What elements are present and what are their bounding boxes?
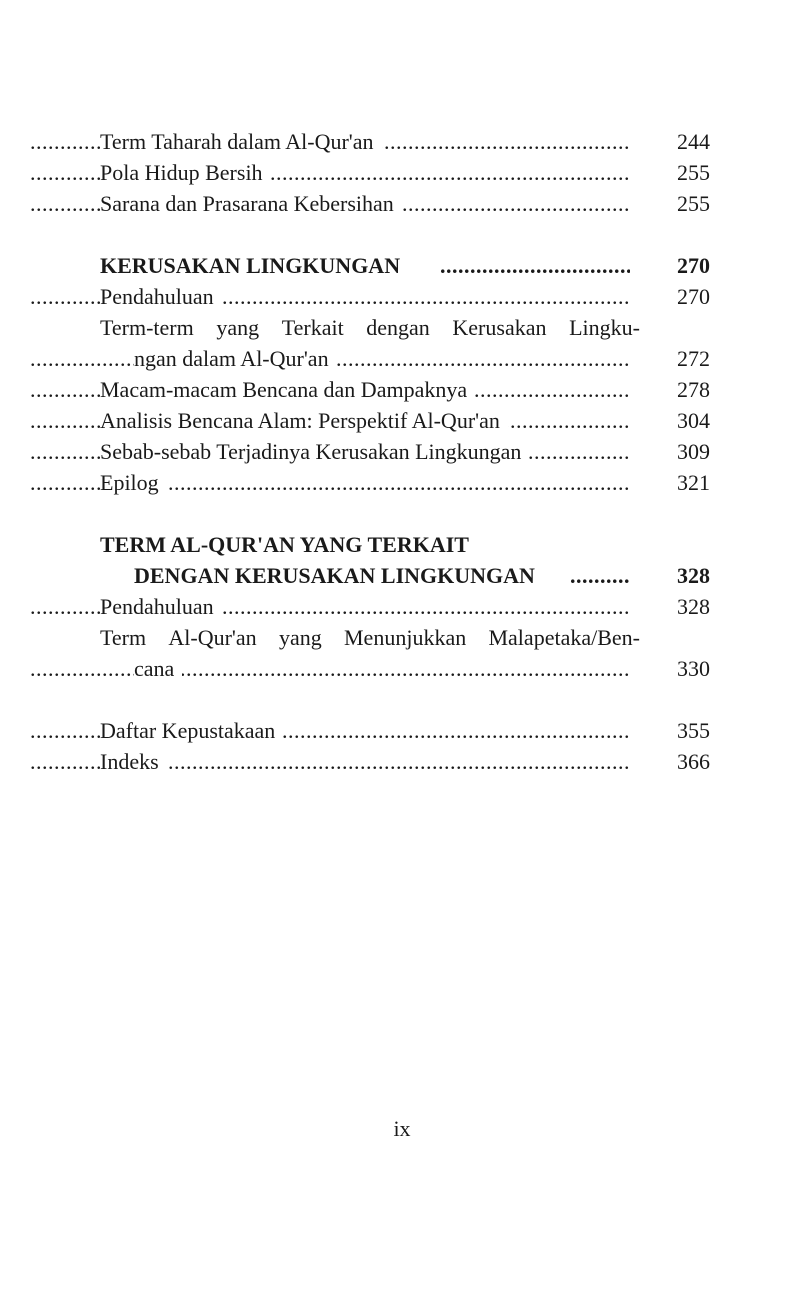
word: Terkait	[281, 315, 344, 340]
toc-entry-first-line[interactable]	[100, 622, 710, 653]
word: Term	[100, 625, 147, 650]
toc-entry[interactable]	[100, 746, 710, 777]
page-number: ix	[393, 1116, 411, 1141]
toc-entry-title: Daftar Kepustakaan	[100, 715, 283, 746]
toc-entry[interactable]	[100, 374, 710, 405]
toc-entry-page: 272	[677, 346, 710, 371]
toc-entry-title: Term Taharah dalam Al-Qur'an	[100, 126, 382, 157]
chapter-page: 328	[677, 563, 710, 588]
toc-entry-continuation[interactable]	[100, 653, 710, 684]
word: Lingku-	[569, 315, 640, 340]
toc-entry-page: 244	[677, 129, 710, 154]
chapter-title: TERM AL-QUR'AN YANG TERKAIT	[100, 529, 477, 560]
toc-entry-page: 255	[677, 191, 710, 216]
toc-chapter-heading[interactable]	[100, 250, 710, 281]
toc-entry-page: 366	[677, 749, 710, 774]
toc-chapter-heading[interactable]	[100, 529, 710, 560]
chapter-title: DENGAN KERUSAKAN LINGKUNGAN	[134, 560, 547, 591]
toc-entry[interactable]	[100, 715, 710, 746]
toc-entry[interactable]	[100, 188, 710, 219]
toc-entry-page: 328	[677, 594, 710, 619]
toc-entry-page: 304	[677, 408, 710, 433]
toc-entry-title: Analisis Bencana Alam: Perspektif Al-Qur'an	[100, 405, 508, 436]
toc-entry-continuation[interactable]	[100, 343, 710, 374]
toc-entry-title: Sarana dan Prasarana Kebersihan	[100, 188, 402, 219]
toc-entry[interactable]	[100, 126, 710, 157]
word: Al-Qur'an	[168, 625, 257, 650]
toc-entry-page: 270	[677, 284, 710, 309]
chapter-page: 270	[677, 253, 710, 278]
toc-entry[interactable]	[100, 467, 710, 498]
word: Malapetaka/Ben-	[488, 625, 640, 650]
dot-leader	[30, 653, 630, 684]
toc-entry-title: Pendahuluan	[100, 591, 222, 622]
word: Term-term	[100, 315, 194, 340]
toc-entry-page: 255	[677, 160, 710, 185]
toc-entry-page: 278	[677, 377, 710, 402]
toc-entry-page: 309	[677, 439, 710, 464]
dot-leader	[570, 560, 630, 591]
toc-entry-title: ngan dalam Al-Qur'an	[134, 343, 337, 374]
toc-entry-title: Pola Hidup Bersih	[100, 157, 271, 188]
chapter-title: KERUSAKAN LINGKUNGAN	[100, 250, 418, 281]
toc-entry-page: 355	[677, 718, 710, 743]
toc-entry[interactable]	[100, 405, 710, 436]
table-of-contents	[100, 126, 710, 777]
section-spacer	[100, 219, 710, 250]
toc-entry-page: 330	[677, 656, 710, 681]
word: Menunjukkan	[344, 625, 467, 650]
dot-leader	[440, 250, 630, 281]
toc-entry-page: 321	[677, 470, 710, 495]
toc-entry-title: cana	[134, 653, 182, 684]
toc-entry-title: Macam-macam Bencana dan Dampaknya	[100, 374, 475, 405]
toc-entry[interactable]	[100, 157, 710, 188]
toc-entry-title: Sebab-sebab Terjadinya Kerusakan Lingkungan	[100, 436, 529, 467]
toc-entry[interactable]	[100, 281, 710, 312]
toc-entry-title	[100, 622, 640, 653]
word: dengan	[366, 315, 430, 340]
toc-entry-title: Indeks	[100, 746, 167, 777]
toc-chapter-heading-continuation[interactable]	[100, 560, 710, 591]
toc-entry[interactable]	[100, 436, 710, 467]
word: yang	[216, 315, 260, 340]
section-spacer	[100, 684, 710, 715]
toc-entry-title: Pendahuluan	[100, 281, 222, 312]
section-spacer	[100, 498, 710, 529]
toc-entry[interactable]	[100, 591, 710, 622]
toc-entry-title: Epilog	[100, 467, 167, 498]
toc-entry-first-line[interactable]	[100, 312, 710, 343]
word: Kerusakan	[452, 315, 547, 340]
toc-entry-title	[100, 312, 640, 343]
word: yang	[278, 625, 322, 650]
